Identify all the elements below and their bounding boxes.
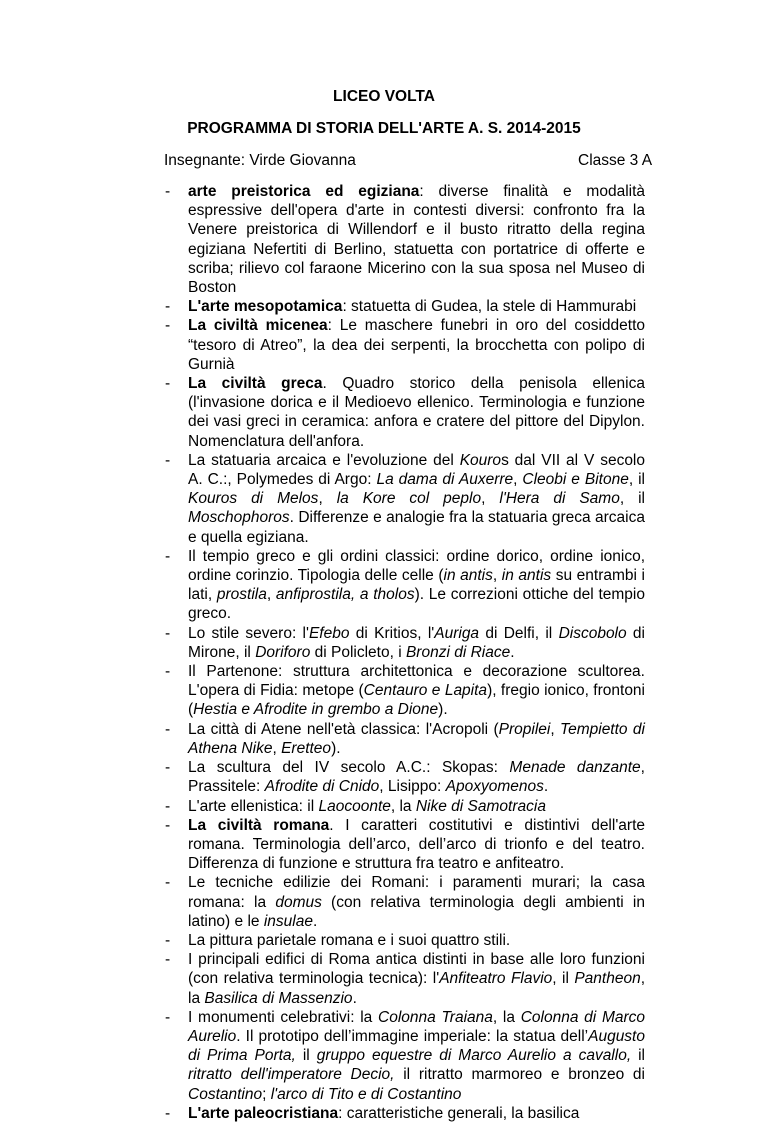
item-text: , (318, 490, 337, 508)
item-text: , (272, 739, 282, 757)
bullet-dash: - (165, 375, 171, 393)
item-text: , (492, 567, 502, 585)
list-item (165, 931, 645, 950)
item-italic-text: Eretteo (281, 739, 332, 757)
item-text: , il (619, 490, 645, 508)
item-italic-text: Pantheon (574, 970, 641, 988)
class-label: Classe 3 A (578, 152, 653, 169)
item-text: . Il prototipo dell’immagine imperiale: la statua dell’ (236, 1027, 589, 1045)
item-italic-text: Hestia e Afrodite in grembo a Dione (193, 701, 439, 719)
item-text: di Mirone, il (188, 624, 645, 661)
item-text: . (312, 912, 318, 930)
item-text: La pittura parietale romana e i suoi quattro stili. (188, 931, 511, 949)
item-text: , (481, 490, 500, 508)
bullet-dash: - (165, 874, 171, 892)
bullet-dash: - (165, 547, 171, 565)
item-heading: L'arte paleocristiana (188, 1104, 339, 1122)
item-italic-text: Colonna Traiana (378, 1008, 493, 1026)
item-italic-text: Laocoonte (318, 797, 391, 815)
bullet-dash: - (165, 624, 171, 642)
item-heading: La civiltà romana (188, 816, 330, 834)
item-italic-text: Moschophoros (188, 509, 290, 527)
item-text: , (266, 586, 276, 604)
school-name: LICEO VOLTA (333, 88, 435, 105)
item-italic-text: in antis (501, 567, 552, 585)
item-text: , la (390, 797, 416, 815)
item-italic-text: la Kore col peplo (336, 490, 482, 508)
item-text: s dal VII al V secolo A. C.:, Polymedes di Argo: (188, 451, 645, 489)
item-text: . (352, 989, 357, 1007)
item-italic-text: Anfiteatro Flavio (439, 970, 553, 988)
list-item (165, 873, 645, 931)
item-text: , la (188, 970, 646, 1007)
item-italic-text: in antis (443, 567, 493, 585)
item-text: . Differenze e analogie fra la statuaria greca arcaica e quella egiziana. (188, 509, 645, 546)
item-text: La statuaria arcaica e l'evoluzione del (188, 451, 460, 469)
item-text: di Policleto, i (310, 643, 406, 661)
item-italic-text: prostila (216, 586, 267, 604)
item-text: ), fregio ionico, frontoni ( (188, 682, 645, 719)
list-item (165, 547, 645, 624)
item-text: : Le maschere funebri in oro del cosiddetto “tesoro di Atreo”, la dea dei serpenti, la brocchetta con polipo di Gurnià (188, 317, 645, 373)
item-text: il (631, 1047, 645, 1065)
item-text: di Kritios, l' (349, 624, 435, 642)
item-italic-text: gruppo equestre di Marco Aurelio a cavallo, (316, 1047, 632, 1065)
item-text: , il (628, 471, 645, 489)
item-italic-text: Efebo (308, 624, 350, 642)
item-italic-text: Kouro (459, 451, 502, 469)
item-text: . (510, 643, 515, 661)
item-text: , (513, 471, 523, 489)
item-italic-text: Bronzi di Riace (405, 643, 511, 661)
bullet-dash: - (165, 317, 171, 335)
bullet-dash: - (165, 1104, 171, 1122)
item-italic-text: Cleobi e Bitone (522, 471, 629, 489)
list-item (165, 816, 645, 874)
item-text: su entrambi i lati, (188, 567, 646, 604)
item-italic-text: Propilei (498, 720, 551, 738)
list-item (165, 950, 645, 1008)
list-item (165, 1008, 645, 1104)
item-text: La scultura del IV secolo A.C.: Skopas: (188, 759, 510, 777)
item-text: Il Partenone: struttura architettonica e decorazione scultorea. L'opera di Fidia: metope ( (188, 663, 645, 700)
item-text: , Lisippo: (379, 778, 446, 796)
item-italic-text: Apoxyomenos (445, 778, 544, 796)
item-italic-text: Nike di Samotracia (415, 797, 546, 815)
item-italic-text: l'arco di Tito e di Costantino (270, 1085, 462, 1103)
bullet-dash: - (165, 759, 171, 777)
item-italic-text: Menade danzante (509, 759, 641, 777)
item-italic-text: Colonna di Marco Aurelio (188, 1008, 646, 1045)
item-italic-text: Doriforo (255, 643, 311, 661)
item-text: ). (438, 701, 448, 719)
item-italic-text: domus (275, 893, 322, 911)
bullet-dash: - (165, 298, 171, 316)
item-italic-text: ritratto dell'imperatore Decio, (188, 1066, 395, 1084)
bullet-dash: - (165, 183, 171, 200)
item-italic-text: Kouros di Melos (188, 490, 319, 508)
item-text: ; (262, 1085, 271, 1103)
item-text: Le tecniche edilizie dei Romani: i paramenti murari; la casa romana: la (188, 874, 645, 911)
list-item (165, 374, 645, 451)
item-heading: La civiltà greca (188, 375, 323, 393)
item-text: Lo stile severo: l' (188, 624, 309, 642)
program-list (165, 182, 645, 1123)
list-item (165, 182, 645, 297)
item-italic-text: La dama di Auxerre (376, 471, 514, 489)
item-italic-text: Centauro e Lapita (363, 682, 488, 700)
item-text: il ritratto marmoreo e bronzeo di (394, 1066, 645, 1084)
bullet-dash: - (165, 931, 171, 949)
item-heading: arte preistorica ed egiziana (188, 183, 420, 200)
list-item (165, 1104, 645, 1123)
item-text: : statuetta di Gudea, la stele di Hammurabi (342, 298, 637, 316)
item-text: di Delfi, il (479, 624, 559, 642)
list-item (165, 797, 645, 816)
list-item (165, 624, 645, 662)
bullet-dash: - (165, 816, 171, 834)
item-text: La città di Atene nell'età classica: l'Acropoli ( (188, 720, 499, 738)
list-item (165, 297, 645, 316)
list-item (165, 720, 645, 758)
item-text: . (543, 778, 549, 796)
bullet-dash: - (165, 451, 171, 469)
item-text: , (550, 720, 561, 738)
item-text: L'arte ellenistica: il (188, 797, 319, 815)
item-italic-text: anfiprostila, a tholos (275, 586, 415, 604)
item-italic-text: Tempietto di Athena Nike (188, 720, 645, 757)
item-italic-text: l'Hera di Samo (499, 490, 620, 508)
item-text: : caratteristiche generali, la basilica (338, 1104, 580, 1122)
item-italic-text: Discobolo (558, 624, 627, 642)
bullet-dash: - (165, 663, 171, 681)
list-item (165, 451, 645, 547)
list-item (165, 662, 645, 720)
list-item (165, 316, 645, 374)
item-italic-text: Costantino (188, 1085, 263, 1103)
bullet-dash: - (165, 720, 171, 738)
program-title: PROGRAMMA DI STORIA DELL'ARTE A. S. 2014-2015 (187, 120, 581, 137)
item-text: . Quadro storico della penisola ellenica (l'invasione dorica e il Medioevo ellenico. Terminologia e funzione dei vasi greci in ceramica: anfora e cratere del pittore del Dipylon. Nomenclatura dell'anfora. (188, 375, 645, 450)
item-italic-text: insulae (263, 912, 313, 930)
item-italic-text: Basilica di Massenzio (204, 989, 353, 1007)
teacher-name: Insegnante: Virde Giovanna (164, 152, 356, 169)
item-text: : diverse finalità e modalità espressive dell'opera d'arte in contesti diversi: confronto fra la Venere preistorica di Willendorf e il busto ritratto della regina egiziana Nefertiti di Berlino, statuetta con portatrice di offerte e scriba; rilievo col faraone Micerino con la sua sposa nel Museo di Boston (188, 183, 646, 297)
bullet-dash: - (165, 1008, 171, 1026)
item-text: , la (492, 1008, 521, 1026)
item-text: , Prassitele: (188, 759, 645, 796)
item-text: I monumenti celebrativi: la (188, 1008, 379, 1026)
bullet-dash: - (165, 951, 171, 969)
item-italic-text: Augusto di Prima Porta, (188, 1027, 645, 1065)
item-text: I principali edifici di Roma antica distinti in base alle loro funzioni (con relativa terminologia tecnica): l' (188, 951, 645, 988)
item-heading: L'arte mesopotamica (188, 298, 343, 316)
item-text: ). Le correzioni ottiche del tempio greco. (188, 586, 645, 623)
item-italic-text: Auriga (434, 624, 480, 642)
item-text: , il (552, 970, 575, 988)
list-item (165, 758, 645, 796)
bullet-dash: - (165, 797, 171, 815)
item-text: Il tempio greco e gli ordini classici: ordine dorico, ordine ionico, ordine corinzio. Tipologia delle celle ( (188, 547, 645, 585)
item-text: ). (331, 739, 341, 757)
item-heading: La civiltà micenea (188, 317, 328, 335)
item-text: il (295, 1047, 317, 1065)
item-text: . I caratteri costitutivi e distintivi dell'arte romana. Terminologia dell’arco, dell’arco di trionfo e del teatro. Differenza di funzione e struttura fra teatro e anfiteatro. (188, 816, 645, 873)
item-text: (con relativa terminologia degli ambienti in latino) e le (188, 893, 645, 930)
item-italic-text: Afrodite di Cnido (264, 778, 380, 796)
